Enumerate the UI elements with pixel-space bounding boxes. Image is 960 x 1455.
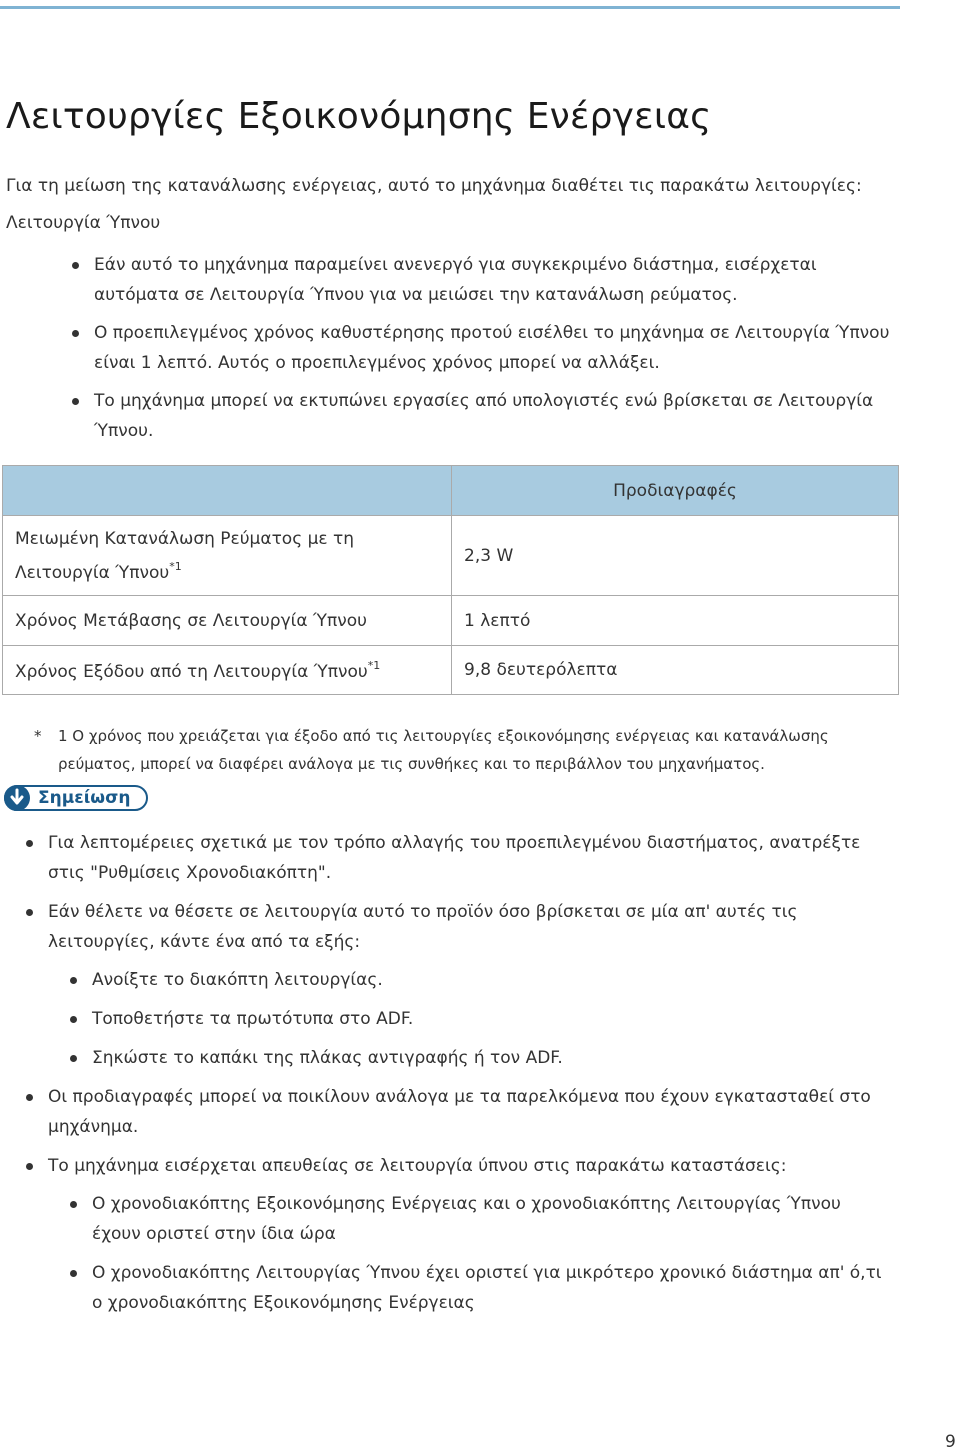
list-item: Σηκώστε το καπάκι της πλάκας αντιγραφής ή τον ADF. [68,1043,884,1073]
table-row [3,596,899,646]
note-badge [4,785,148,811]
list-item: Ο προεπιλεγμένος χρόνος καθυστέρησης προτού εισέλθει το μηχάνημα σε Λειτουργία Ύπνου είναι 1 λεπτό. Αυτός ο προεπιλεγμένος χρόνος μπορεί να αλλάξει. [70,318,900,378]
sleep-mode-bullets [70,250,900,454]
table-row [3,516,899,596]
table-row [3,646,899,695]
table-cell-value: 2,3 W [452,516,899,596]
table-cell-value: 1 λεπτό [452,596,899,646]
row-label-text: Μειωμένη Κατανάλωση Ρεύματος με τη Λειτουργία Ύπνου [15,528,355,583]
table-cell-label: Χρόνος Μετάβασης σε Λειτουργία Ύπνου [3,596,452,646]
note-list [24,828,884,1327]
page-title: Λειτουργίες Εξοικονόμησης Ενέργειας [6,96,712,137]
table-header-specifications: Προδιαγραφές [452,466,899,516]
list-item [24,897,884,1073]
page-number: 9 [945,1432,956,1452]
list-item-text: Οι προδιαγραφές μπορεί να ποικίλουν ανάλογα με τα παρελκόμενα που έχουν εγκατασταθεί στο μηχάνημα. [48,1087,871,1137]
list-item: Το μηχάνημα μπορεί να εκτυπώνει εργασίες από υπολογιστές ενώ βρίσκεται σε Λειτουργία Ύπνου. [70,386,900,446]
direct-sleep-conditions-list [68,1189,884,1318]
footnote-text: 1 Ο χρόνος που χρειάζεται για έξοδο από τις λειτουργίες εξοικονόμησης ενέργειας και κατανάλωσης ρεύματος, μπορεί να διαφέρει ανάλογα με τις συνθήκες και το περιβάλλον του μηχανήματος. [58,727,829,773]
section-label-sleep-mode: Λειτουργία Ύπνου [6,213,161,233]
footnote-ref: *1 [367,658,381,672]
list-item [24,828,884,888]
list-item: Ανοίξτε το διακόπτη λειτουργίας. [68,965,884,995]
list-item: Ο χρονοδιακόπτης Λειτουργίας Ύπνου έχει οριστεί για μικρότερο χρονικό διάστημα απ' ό,τι ο χρονοδιακόπτης Εξοικονόμησης Ενέργειας [68,1258,884,1318]
list-item: Εάν αυτό το μηχάνημα παραμείνει ανενεργό για συγκεκριμένο διάστημα, εισέρχεται αυτόματα σε Λειτουργία Ύπνου για να μειώσει την κατανάλωση ρεύματος. [70,250,900,310]
note-label: Σημείωση [38,788,131,808]
table-header-row [3,466,899,516]
table-header-empty-cell [3,466,452,516]
table-cell-label [3,646,452,695]
table-cell-label [3,516,452,596]
wake-actions-list [68,965,884,1073]
list-item: Ο χρονοδιακόπτης Εξοικονόμησης Ενέργειας και ο χρονοδιακόπτης Λειτουργίας Ύπνου έχουν οριστεί στην ίδια ώρα [68,1189,884,1249]
footnote-ref: *1 [169,559,182,573]
footnote-marker: * [34,727,42,745]
specifications-table [2,465,899,695]
top-rule [0,6,900,9]
list-item-text: Το μηχάνημα εισέρχεται απευθείας σε λειτουργία ύπνου στις παρακάτω καταστάσεις: [48,1156,787,1176]
list-item-text: Εάν θέλετε να θέσετε σε λειτουργία αυτό το προϊόν όσο βρίσκεται σε μία απ' αυτές τις λειτουργίες, κάντε ένα από τα εξής: [48,902,798,952]
footnote [34,722,854,778]
intro-text: Για τη μείωση της κατανάλωσης ενέργειας, αυτό το μηχάνημα διαθέτει τις παρακάτω λειτουργίες: [6,176,862,196]
down-arrow-icon [4,785,30,811]
list-item [24,1151,884,1318]
row-label-text: Χρόνος Εξόδου από τη Λειτουργία Ύπνου [15,661,368,682]
table-cell-value: 9,8 δευτερόλεπτα [452,646,899,695]
list-item-text: Για λεπτομέρειες σχετικά με τον τρόπο αλλαγής του προεπιλεγμένου διαστήματος, ανατρέξτε στις "Ρυθμίσεις Χρονοδιακόπτη". [48,833,861,883]
list-item [24,1082,884,1142]
list-item: Τοποθετήστε τα πρωτότυπα στο ADF. [68,1004,884,1034]
